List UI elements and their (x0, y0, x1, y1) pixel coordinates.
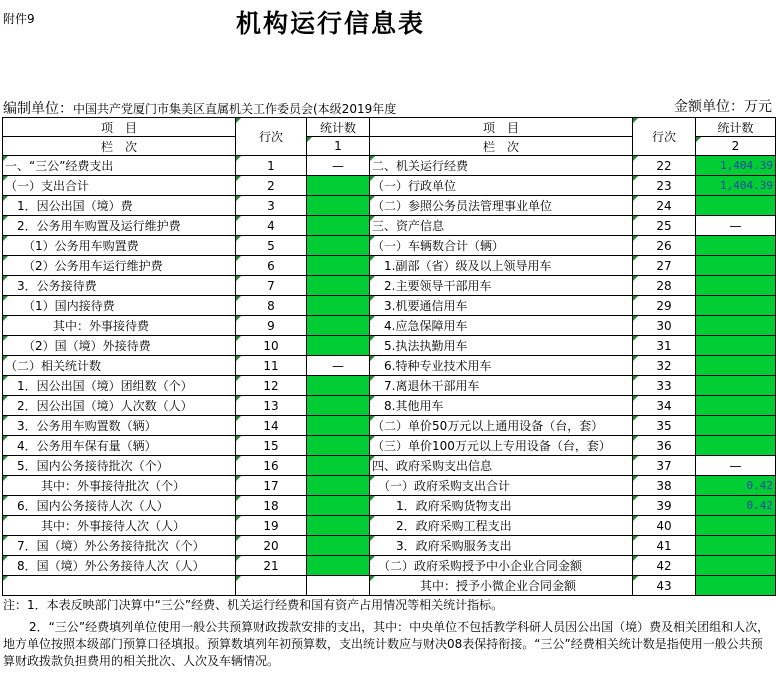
table-row (3, 416, 776, 436)
left-stat-value (307, 216, 370, 236)
right-stat-value: — (696, 216, 776, 236)
header-left-stat: 统计数 (307, 118, 370, 137)
page-title: 机构运行信息表 (236, 9, 426, 38)
left-row-number: 17 (236, 476, 307, 496)
left-row-number: 18 (236, 496, 307, 516)
left-item-label: 一、“三公”经费支出 (3, 156, 236, 176)
right-row-number: 39 (633, 496, 696, 516)
left-stat-value (307, 556, 370, 576)
info-table (2, 117, 776, 596)
left-row-number: 14 (236, 416, 307, 436)
right-stat-value (696, 356, 776, 376)
left-stat-value (307, 336, 370, 356)
right-stat-value: 0.42 (696, 496, 776, 516)
right-item-label: （一）车辆数合计（辆） (370, 236, 633, 256)
right-item-label: （二）政府采购授予中小企业合同金额 (370, 556, 633, 576)
left-item-label: 4．公务用车保有量（辆） (3, 436, 236, 456)
header-right-item: 项 目 (370, 118, 633, 137)
right-stat-value: 1,404.39 (696, 156, 776, 176)
right-item-label: 1．政府采购货物支出 (370, 496, 633, 516)
left-stat-value (307, 256, 370, 276)
table-row (3, 256, 776, 276)
right-stat-value (696, 376, 776, 396)
left-stat-value (307, 436, 370, 456)
header-left-colno: 1 (307, 137, 370, 156)
table-row (3, 576, 776, 596)
right-row-number: 34 (633, 396, 696, 416)
right-item-label: 四、政府采购支出信息 (370, 456, 633, 476)
right-stat-value (696, 316, 776, 336)
header-left-col: 栏 次 (3, 137, 236, 156)
right-row-number: 31 (633, 336, 696, 356)
left-stat-value (307, 516, 370, 536)
left-row-number: 19 (236, 516, 307, 536)
right-stat-value: 0.42 (696, 476, 776, 496)
table-row (3, 216, 776, 236)
right-row-number: 36 (633, 436, 696, 456)
right-row-number: 30 (633, 316, 696, 336)
left-row-number: 6 (236, 256, 307, 276)
left-row-number: 15 (236, 436, 307, 456)
table-row (3, 496, 776, 516)
left-row-number: 7 (236, 276, 307, 296)
left-stat-value (307, 196, 370, 216)
left-item-label: 2．因公出国（境）人次数（人） (3, 396, 236, 416)
left-stat-value (307, 276, 370, 296)
table-row (3, 316, 776, 336)
right-stat-value (696, 336, 776, 356)
right-row-number: 28 (633, 276, 696, 296)
right-item-label: 其中：授予小微企业合同金额 (370, 576, 633, 596)
right-item-label: 1.副部（省）级及以上领导用车 (370, 256, 633, 276)
header-right-colno: 2 (696, 137, 776, 156)
left-stat-value (307, 396, 370, 416)
table-row (3, 396, 776, 416)
left-stat-value (307, 176, 370, 196)
right-row-number: 38 (633, 476, 696, 496)
table-row (3, 516, 776, 536)
table-row (3, 436, 776, 456)
right-item-label: 二、机关运行经费 (370, 156, 633, 176)
table-row (3, 276, 776, 296)
table-row (3, 176, 776, 196)
right-row-number: 26 (633, 236, 696, 256)
left-stat-value (307, 296, 370, 316)
left-item-label: （1）公务用车购置费 (3, 236, 236, 256)
left-item-label: 3．公务接待费 (3, 276, 236, 296)
left-item-label: 其中：外事接待批次（个） (3, 476, 236, 496)
left-row-number: 13 (236, 396, 307, 416)
table-row (3, 476, 776, 496)
right-row-number: 22 (633, 156, 696, 176)
right-item-label: 三、资产信息 (370, 216, 633, 236)
right-stat-value (696, 416, 776, 436)
table-row (3, 156, 776, 176)
left-row-number: 1 (236, 156, 307, 176)
left-item-label: （2）国（境）外接待费 (3, 336, 236, 356)
header-right-col: 栏 次 (370, 137, 633, 156)
right-item-label: 7.离退休干部用车 (370, 376, 633, 396)
left-row-number: 16 (236, 456, 307, 476)
left-stat-value (307, 236, 370, 256)
left-row-number: 10 (236, 336, 307, 356)
left-item-label: （一）支出合计 (3, 176, 236, 196)
left-item-label: （1）国内接待费 (3, 296, 236, 316)
left-row-number: 3 (236, 196, 307, 216)
left-stat-value: — (307, 156, 370, 176)
org-info (3, 98, 396, 118)
right-row-number: 32 (633, 356, 696, 376)
left-row-number: 9 (236, 316, 307, 336)
right-row-number: 23 (633, 176, 696, 196)
right-row-number: 27 (633, 256, 696, 276)
right-stat-value (696, 576, 776, 596)
left-stat-value (307, 316, 370, 336)
left-stat-value (307, 376, 370, 396)
money-unit: 金额单位：万元 (674, 99, 772, 115)
right-row-number: 37 (633, 456, 696, 476)
right-row-number: 29 (633, 296, 696, 316)
left-stat-value (307, 416, 370, 436)
header-right-rowno: 行次 (633, 118, 696, 156)
right-stat-value (696, 256, 776, 276)
right-stat-value (696, 276, 776, 296)
left-stat-value: — (307, 356, 370, 376)
right-item-label: 4.应急保障用车 (370, 316, 633, 336)
left-stat-value (307, 576, 370, 596)
left-row-number (236, 576, 307, 596)
left-stat-value (307, 496, 370, 516)
right-stat-value (696, 396, 776, 416)
table-row (3, 196, 776, 216)
left-item-label: 5．国内公务接待批次（个） (3, 456, 236, 476)
right-item-label: （二）参照公务员法管理事业单位 (370, 196, 633, 216)
table-row (3, 236, 776, 256)
left-row-number: 11 (236, 356, 307, 376)
left-item-label: 2．公务用车购置及运行维护费 (3, 216, 236, 236)
right-row-number: 35 (633, 416, 696, 436)
right-stat-value: 1,404.39 (696, 176, 776, 196)
right-row-number: 25 (633, 216, 696, 236)
table-row (3, 356, 776, 376)
table-row (3, 456, 776, 476)
header-left-item: 项 目 (3, 118, 236, 137)
right-item-label: （三）单价100万元以上专用设备（台，套） (370, 436, 633, 456)
left-item-label: 1．因公出国（境）团组数（个） (3, 376, 236, 396)
right-stat-value (696, 196, 776, 216)
table-row (3, 336, 776, 356)
left-item-label: 8．国（境）外公务接待人次（人） (3, 556, 236, 576)
right-item-label: 8.其他用车 (370, 396, 633, 416)
note-2: 2．“三公”经费填列单位使用一般公共预算财政拨款安排的支出，其中：中央单位不包括教学科研人员因公出国（境）费及相关团组和人次，地方单位按照本级部门预算口径填报。预算数填列年初预算数，支出统计数应与财决08表保持衔接。“三公”经费相关统计数是指使用一般公共预算财政拨款负担费用的相关批次、人次及车辆情况。 (3, 620, 770, 668)
right-row-number: 41 (633, 536, 696, 556)
notes (3, 597, 773, 670)
left-item-label: 1．因公出国（境）费 (3, 196, 236, 216)
left-row-number: 2 (236, 176, 307, 196)
attachment-label: 附件9 (3, 12, 35, 26)
left-row-number: 20 (236, 536, 307, 556)
left-item-label (3, 576, 236, 596)
org-value: 中国共产党厦门市集美区直属机关工作委员会(本级2019年度 (73, 102, 397, 116)
left-row-number: 4 (236, 216, 307, 236)
right-item-label: （一）行政单位 (370, 176, 633, 196)
left-item-label: 3．公务用车购置数（辆） (3, 416, 236, 436)
left-item-label: （二）相关统计数 (3, 356, 236, 376)
left-item-label: 其中：外事接待费 (3, 316, 236, 336)
right-row-number: 40 (633, 516, 696, 536)
left-item-label: 其中：外事接待人次（人） (3, 516, 236, 536)
left-item-label: 7．国（境）外公务接待批次（个） (3, 536, 236, 556)
right-stat-value (696, 436, 776, 456)
right-item-label: 3.机要通信用车 (370, 296, 633, 316)
right-row-number: 43 (633, 576, 696, 596)
right-stat-value: — (696, 456, 776, 476)
right-stat-value (696, 556, 776, 576)
left-stat-value (307, 536, 370, 556)
table-row (3, 556, 776, 576)
left-row-number: 5 (236, 236, 307, 256)
right-item-label: 3．政府采购服务支出 (370, 536, 633, 556)
right-row-number: 33 (633, 376, 696, 396)
org-label: 编制单位： (3, 101, 73, 117)
right-stat-value (696, 236, 776, 256)
right-item-label: 5.执法执勤用车 (370, 336, 633, 356)
right-item-label: 2．政府采购工程支出 (370, 516, 633, 536)
right-item-label: （二）单价50万元以上通用设备（台，套） (370, 416, 633, 436)
header-right-stat: 统计数 (696, 118, 776, 137)
left-stat-value (307, 476, 370, 496)
left-item-label: （2）公务用车运行维护费 (3, 256, 236, 276)
header-left-rowno: 行次 (236, 118, 307, 156)
left-row-number: 8 (236, 296, 307, 316)
right-stat-value (696, 296, 776, 316)
right-row-number: 42 (633, 556, 696, 576)
left-row-number: 12 (236, 376, 307, 396)
right-stat-value (696, 536, 776, 556)
right-item-label: 6.特种专业技术用车 (370, 356, 633, 376)
right-stat-value (696, 516, 776, 536)
left-row-number: 21 (236, 556, 307, 576)
table-row (3, 536, 776, 556)
right-item-label: （一）政府采购支出合计 (370, 476, 633, 496)
note-1: 注：1．本表反映部门决算中“三公”经费、机关运行经费和国有资产占用情况等相关统计指标。 (3, 598, 504, 612)
table-row (3, 376, 776, 396)
left-stat-value (307, 456, 370, 476)
right-row-number: 24 (633, 196, 696, 216)
table-row (3, 296, 776, 316)
left-item-label: 6．国内公务接待人次（人） (3, 496, 236, 516)
right-item-label: 2.主要领导干部用车 (370, 276, 633, 296)
